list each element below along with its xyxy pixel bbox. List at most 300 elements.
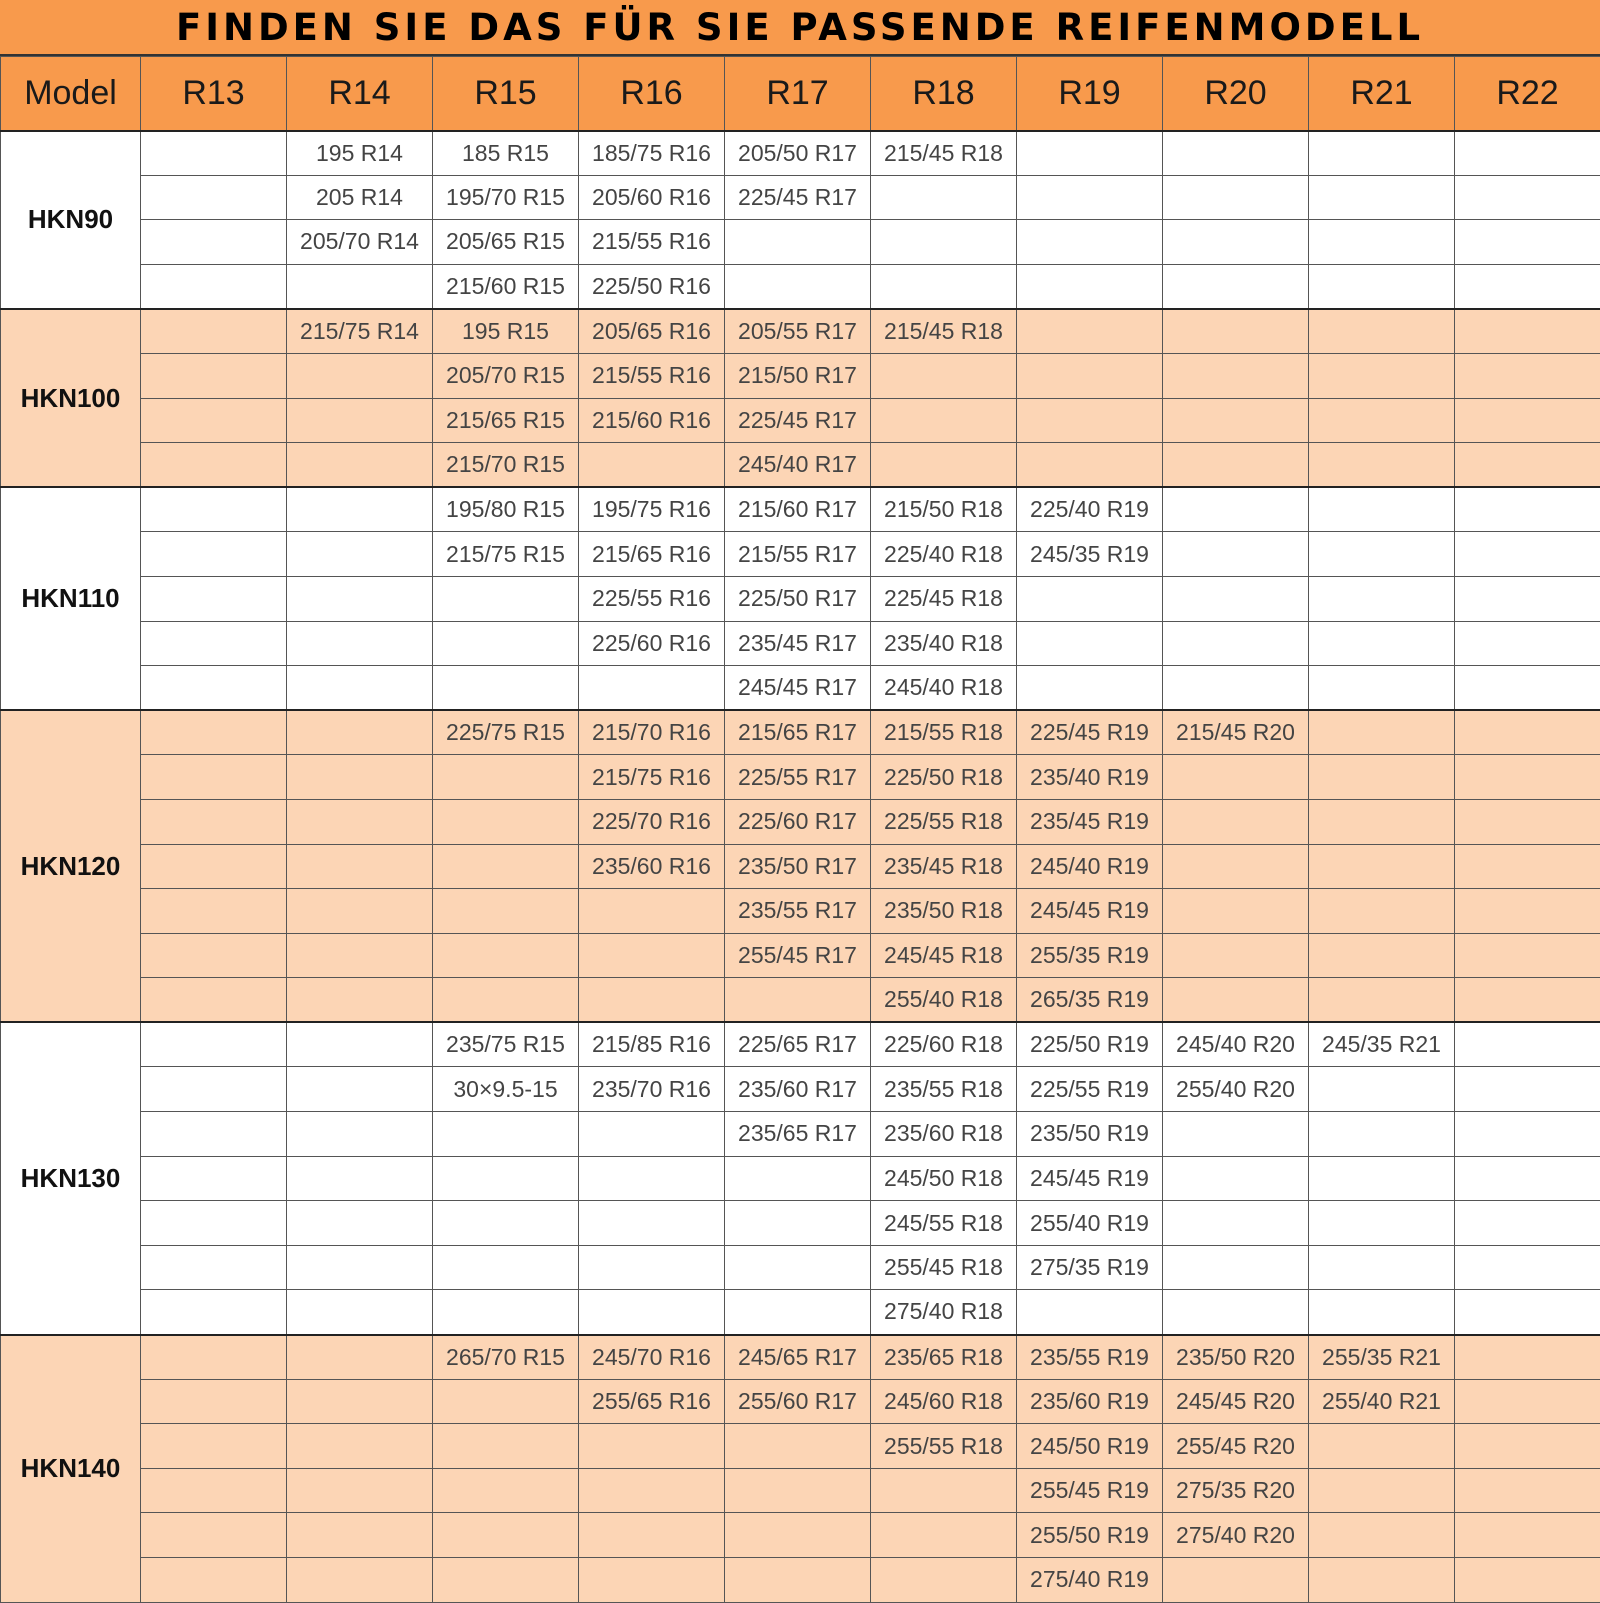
size-cell-r17: 245/45 R17	[725, 666, 871, 711]
size-cell-r22	[1455, 978, 1600, 1023]
size-cell-r21	[1309, 576, 1455, 621]
size-cell-r14	[287, 532, 433, 577]
size-cell-r19	[1017, 621, 1163, 666]
table-row	[1, 1513, 1600, 1558]
size-cell-r18: 235/50 R18	[871, 889, 1017, 934]
size-cell-r13	[141, 1201, 287, 1246]
size-cell-r19: 235/45 R19	[1017, 799, 1163, 844]
size-cell-r16	[579, 889, 725, 934]
size-cell-r14	[287, 1245, 433, 1290]
size-cell-r21: 245/35 R21	[1309, 1022, 1455, 1067]
size-cell-r16	[579, 978, 725, 1023]
size-cell-r19: 265/35 R19	[1017, 978, 1163, 1023]
size-cell-r15	[433, 799, 579, 844]
column-header-r21: R21	[1309, 57, 1455, 131]
size-cell-r18: 235/45 R18	[871, 844, 1017, 889]
size-cell-r20	[1163, 309, 1309, 354]
size-cell-r18	[871, 264, 1017, 309]
size-cell-r19	[1017, 220, 1163, 265]
size-cell-r13	[141, 353, 287, 398]
size-cell-r18: 225/60 R18	[871, 1022, 1017, 1067]
size-cell-r18: 245/50 R18	[871, 1156, 1017, 1201]
size-cell-r15	[433, 1558, 579, 1603]
size-cell-r17: 225/50 R17	[725, 576, 871, 621]
size-cell-r17	[725, 264, 871, 309]
size-cell-r13	[141, 799, 287, 844]
size-cell-r15	[433, 1201, 579, 1246]
size-cell-r18: 255/40 R18	[871, 978, 1017, 1023]
size-cell-r19: 235/40 R19	[1017, 755, 1163, 800]
size-cell-r17: 215/50 R17	[725, 353, 871, 398]
size-cell-r19: 275/35 R19	[1017, 1245, 1163, 1290]
size-cell-r22	[1455, 621, 1600, 666]
size-cell-r18	[871, 1513, 1017, 1558]
size-cell-r16	[579, 933, 725, 978]
size-cell-r13	[141, 398, 287, 443]
size-cell-r16: 215/55 R16	[579, 220, 725, 265]
size-cell-r14	[287, 353, 433, 398]
model-group-hkn110	[1, 487, 1600, 710]
size-cell-r20	[1163, 889, 1309, 934]
size-cell-r13	[141, 131, 287, 176]
column-header-r20: R20	[1163, 57, 1309, 131]
table-row	[1, 1424, 1600, 1469]
size-cell-r17	[725, 1558, 871, 1603]
size-cell-r17: 235/55 R17	[725, 889, 871, 934]
size-cell-r17: 235/60 R17	[725, 1067, 871, 1112]
size-cell-r17: 235/65 R17	[725, 1112, 871, 1157]
size-cell-r14	[287, 1112, 433, 1157]
size-cell-r13	[141, 1379, 287, 1424]
size-cell-r16: 195/75 R16	[579, 487, 725, 532]
size-cell-r19	[1017, 309, 1163, 354]
size-cell-r16	[579, 1112, 725, 1157]
size-cell-r15	[433, 576, 579, 621]
size-cell-r13	[141, 666, 287, 711]
size-cell-r14	[287, 755, 433, 800]
size-cell-r15	[433, 1112, 579, 1157]
size-cell-r20: 275/35 R20	[1163, 1468, 1309, 1513]
size-cell-r13	[141, 1468, 287, 1513]
size-cell-r14	[287, 666, 433, 711]
column-header-r17: R17	[725, 57, 871, 131]
size-cell-r21	[1309, 264, 1455, 309]
size-cell-r19: 235/55 R19	[1017, 1335, 1163, 1380]
size-cell-r16: 215/85 R16	[579, 1022, 725, 1067]
size-cell-r22	[1455, 532, 1600, 577]
table-row	[1, 398, 1600, 443]
model-name-cell: HKN90	[1, 131, 141, 309]
size-cell-r20: 255/45 R20	[1163, 1424, 1309, 1469]
table-row	[1, 532, 1600, 577]
size-cell-r21	[1309, 621, 1455, 666]
size-cell-r13	[141, 532, 287, 577]
table-row	[1, 1201, 1600, 1246]
table-row	[1, 1468, 1600, 1513]
size-cell-r15: 225/75 R15	[433, 710, 579, 755]
size-cell-r19: 245/45 R19	[1017, 889, 1163, 934]
size-cell-r14	[287, 1156, 433, 1201]
size-cell-r13	[141, 1067, 287, 1112]
size-cell-r15	[433, 1290, 579, 1335]
size-cell-r18	[871, 220, 1017, 265]
size-cell-r19: 225/55 R19	[1017, 1067, 1163, 1112]
size-cell-r17	[725, 1290, 871, 1335]
size-cell-r19	[1017, 353, 1163, 398]
size-cell-r13	[141, 1424, 287, 1469]
size-cell-r18: 235/65 R18	[871, 1335, 1017, 1380]
table-row	[1, 1290, 1600, 1335]
size-cell-r22	[1455, 1558, 1600, 1603]
column-header-r22: R22	[1455, 57, 1600, 131]
size-cell-r14	[287, 978, 433, 1023]
size-cell-r22	[1455, 889, 1600, 934]
size-cell-r22	[1455, 1022, 1600, 1067]
size-cell-r15: 215/60 R15	[433, 264, 579, 309]
size-cell-r14	[287, 710, 433, 755]
size-cell-r19: 255/50 R19	[1017, 1513, 1163, 1558]
table-row	[1, 175, 1600, 220]
size-cell-r16	[579, 666, 725, 711]
column-header-r18: R18	[871, 57, 1017, 131]
model-group-hkn100	[1, 309, 1600, 487]
size-cell-r13	[141, 1335, 287, 1380]
title-bar	[0, 0, 1600, 56]
size-cell-r21	[1309, 487, 1455, 532]
size-cell-r17: 235/50 R17	[725, 844, 871, 889]
size-cell-r20	[1163, 666, 1309, 711]
size-cell-r15: 195 R15	[433, 309, 579, 354]
size-cell-r20: 245/45 R20	[1163, 1379, 1309, 1424]
size-cell-r16: 215/70 R16	[579, 710, 725, 755]
size-cell-r22	[1455, 1379, 1600, 1424]
model-name-cell: HKN110	[1, 487, 141, 710]
table-row	[1, 1379, 1600, 1424]
size-cell-r13	[141, 978, 287, 1023]
size-cell-r13	[141, 933, 287, 978]
size-cell-r16	[579, 1245, 725, 1290]
size-cell-r15: 215/75 R15	[433, 532, 579, 577]
size-cell-r19: 255/40 R19	[1017, 1201, 1163, 1246]
size-cell-r14	[287, 264, 433, 309]
size-cell-r19: 235/60 R19	[1017, 1379, 1163, 1424]
size-cell-r15	[433, 889, 579, 934]
size-cell-r18: 245/40 R18	[871, 666, 1017, 711]
model-name-cell: HKN100	[1, 309, 141, 487]
model-name-cell: HKN140	[1, 1335, 141, 1603]
size-cell-r18: 215/50 R18	[871, 487, 1017, 532]
size-cell-r17	[725, 1201, 871, 1246]
size-cell-r14	[287, 1022, 433, 1067]
size-cell-r13	[141, 175, 287, 220]
size-cell-r21	[1309, 1513, 1455, 1558]
size-cell-r15: 30×9.5-15	[433, 1067, 579, 1112]
size-cell-r14	[287, 799, 433, 844]
size-cell-r16: 255/65 R16	[579, 1379, 725, 1424]
size-cell-r17: 255/45 R17	[725, 933, 871, 978]
size-cell-r17	[725, 978, 871, 1023]
size-cell-r19	[1017, 576, 1163, 621]
size-cell-r22	[1455, 443, 1600, 488]
column-header-r16: R16	[579, 57, 725, 131]
size-cell-r20	[1163, 487, 1309, 532]
table-row	[1, 131, 1600, 176]
size-cell-r21	[1309, 532, 1455, 577]
model-group-hkn140	[1, 1335, 1600, 1603]
size-cell-r14	[287, 443, 433, 488]
size-cell-r19: 225/50 R19	[1017, 1022, 1163, 1067]
size-cell-r16: 225/50 R16	[579, 264, 725, 309]
size-cell-r20	[1163, 443, 1309, 488]
size-cell-r22	[1455, 353, 1600, 398]
size-cell-r19: 225/45 R19	[1017, 710, 1163, 755]
size-cell-r14: 205/70 R14	[287, 220, 433, 265]
size-cell-r16: 235/60 R16	[579, 844, 725, 889]
size-cell-r19: 245/45 R19	[1017, 1156, 1163, 1201]
size-cell-r14: 215/75 R14	[287, 309, 433, 354]
size-cell-r13	[141, 1022, 287, 1067]
size-cell-r15	[433, 1156, 579, 1201]
size-cell-r16	[579, 1513, 725, 1558]
size-cell-r19	[1017, 264, 1163, 309]
size-cell-r15: 215/65 R15	[433, 398, 579, 443]
size-cell-r19	[1017, 175, 1163, 220]
size-cell-r22	[1455, 799, 1600, 844]
table-row	[1, 799, 1600, 844]
size-cell-r16: 215/65 R16	[579, 532, 725, 577]
table-row	[1, 755, 1600, 800]
size-cell-r19: 245/40 R19	[1017, 844, 1163, 889]
size-cell-r16	[579, 443, 725, 488]
size-cell-r13	[141, 576, 287, 621]
column-header-r14: R14	[287, 57, 433, 131]
size-cell-r22	[1455, 131, 1600, 176]
size-cell-r20	[1163, 220, 1309, 265]
size-cell-r18: 215/45 R18	[871, 131, 1017, 176]
size-cell-r14	[287, 889, 433, 934]
size-cell-r20	[1163, 933, 1309, 978]
size-cell-r21	[1309, 309, 1455, 354]
size-cell-r16: 215/75 R16	[579, 755, 725, 800]
size-cell-r15	[433, 933, 579, 978]
size-cell-r21	[1309, 1112, 1455, 1157]
size-cell-r18	[871, 175, 1017, 220]
size-cell-r20	[1163, 353, 1309, 398]
size-cell-r18: 245/55 R18	[871, 1201, 1017, 1246]
size-cell-r17	[725, 1245, 871, 1290]
size-cell-r20	[1163, 1290, 1309, 1335]
size-cell-r21	[1309, 131, 1455, 176]
size-cell-r16: 205/60 R16	[579, 175, 725, 220]
size-cell-r20	[1163, 532, 1309, 577]
size-cell-r20	[1163, 264, 1309, 309]
size-cell-r21	[1309, 220, 1455, 265]
size-cell-r15: 265/70 R15	[433, 1335, 579, 1380]
size-cell-r16: 245/70 R16	[579, 1335, 725, 1380]
size-cell-r15: 215/70 R15	[433, 443, 579, 488]
size-cell-r19: 245/50 R19	[1017, 1424, 1163, 1469]
size-cell-r17: 225/45 R17	[725, 175, 871, 220]
size-cell-r22	[1455, 309, 1600, 354]
size-cell-r13	[141, 487, 287, 532]
size-cell-r19: 275/40 R19	[1017, 1558, 1163, 1603]
size-cell-r19	[1017, 398, 1163, 443]
size-cell-r14	[287, 933, 433, 978]
table-row	[1, 264, 1600, 309]
table-row	[1, 220, 1600, 265]
size-cell-r21	[1309, 666, 1455, 711]
size-cell-r20	[1163, 621, 1309, 666]
size-cell-r18: 235/55 R18	[871, 1067, 1017, 1112]
size-cell-r21	[1309, 1290, 1455, 1335]
size-cell-r14	[287, 1558, 433, 1603]
table-row	[1, 353, 1600, 398]
size-cell-r13	[141, 710, 287, 755]
size-cell-r14	[287, 1468, 433, 1513]
size-cell-r19	[1017, 443, 1163, 488]
size-cell-r18: 255/45 R18	[871, 1245, 1017, 1290]
size-cell-r15	[433, 844, 579, 889]
size-cell-r15	[433, 1379, 579, 1424]
model-group-hkn130	[1, 1022, 1600, 1334]
size-cell-r18: 225/40 R18	[871, 532, 1017, 577]
size-cell-r22	[1455, 1468, 1600, 1513]
size-cell-r20	[1163, 1558, 1309, 1603]
size-cell-r22	[1455, 576, 1600, 621]
table-row	[1, 933, 1600, 978]
size-cell-r17: 245/65 R17	[725, 1335, 871, 1380]
size-cell-r13	[141, 309, 287, 354]
size-cell-r21	[1309, 978, 1455, 1023]
size-cell-r18: 255/55 R18	[871, 1424, 1017, 1469]
size-cell-r16: 215/60 R16	[579, 398, 725, 443]
size-cell-r21	[1309, 353, 1455, 398]
size-cell-r21	[1309, 1245, 1455, 1290]
size-cell-r20	[1163, 1201, 1309, 1246]
size-cell-r16	[579, 1290, 725, 1335]
size-cell-r15: 195/70 R15	[433, 175, 579, 220]
table-row	[1, 844, 1600, 889]
size-cell-r14: 205 R14	[287, 175, 433, 220]
size-cell-r20	[1163, 844, 1309, 889]
size-cell-r20: 255/40 R20	[1163, 1067, 1309, 1112]
size-cell-r13	[141, 1112, 287, 1157]
size-cell-r21: 255/40 R21	[1309, 1379, 1455, 1424]
size-cell-r17: 245/40 R17	[725, 443, 871, 488]
size-cell-r18: 275/40 R18	[871, 1290, 1017, 1335]
size-cell-r15	[433, 1513, 579, 1558]
table-row	[1, 487, 1600, 532]
size-cell-r20	[1163, 576, 1309, 621]
size-cell-r18: 215/55 R18	[871, 710, 1017, 755]
table-row	[1, 978, 1600, 1023]
size-cell-r17: 225/45 R17	[725, 398, 871, 443]
size-cell-r22	[1455, 264, 1600, 309]
size-cell-r22	[1455, 755, 1600, 800]
size-cell-r15	[433, 1468, 579, 1513]
size-cell-r20: 245/40 R20	[1163, 1022, 1309, 1067]
size-cell-r15	[433, 755, 579, 800]
size-cell-r13	[141, 755, 287, 800]
size-cell-r18: 235/60 R18	[871, 1112, 1017, 1157]
size-cell-r22	[1455, 1067, 1600, 1112]
size-cell-r15	[433, 978, 579, 1023]
size-cell-r15	[433, 1245, 579, 1290]
size-cell-r17	[725, 220, 871, 265]
size-cell-r14	[287, 1424, 433, 1469]
size-cell-r13	[141, 264, 287, 309]
size-cell-r18: 245/60 R18	[871, 1379, 1017, 1424]
table-row	[1, 1112, 1600, 1157]
table-row	[1, 1335, 1600, 1380]
page-title: FINDEN SIE DAS FÜR SIE PASSENDE REIFENMODELL	[176, 6, 1424, 49]
size-cell-r16: 225/60 R16	[579, 621, 725, 666]
size-cell-r22	[1455, 1112, 1600, 1157]
size-cell-r16: 205/65 R16	[579, 309, 725, 354]
size-cell-r22	[1455, 1513, 1600, 1558]
size-cell-r21	[1309, 1201, 1455, 1246]
size-cell-r21	[1309, 1468, 1455, 1513]
size-cell-r21	[1309, 398, 1455, 443]
size-cell-r18: 225/55 R18	[871, 799, 1017, 844]
table-row	[1, 309, 1600, 354]
size-cell-r21	[1309, 933, 1455, 978]
size-cell-r17	[725, 1424, 871, 1469]
size-cell-r22	[1455, 175, 1600, 220]
model-name-cell: HKN120	[1, 710, 141, 1022]
size-cell-r20	[1163, 131, 1309, 176]
size-cell-r22	[1455, 1245, 1600, 1290]
size-cell-r21	[1309, 443, 1455, 488]
table-row	[1, 443, 1600, 488]
size-cell-r18: 245/45 R18	[871, 933, 1017, 978]
size-cell-r17	[725, 1468, 871, 1513]
tire-size-table	[0, 56, 1600, 1603]
size-cell-r18: 235/40 R18	[871, 621, 1017, 666]
size-cell-r17: 225/60 R17	[725, 799, 871, 844]
size-cell-r20	[1163, 978, 1309, 1023]
size-cell-r21	[1309, 175, 1455, 220]
size-cell-r16: 225/55 R16	[579, 576, 725, 621]
size-cell-r13	[141, 621, 287, 666]
size-cell-r21	[1309, 1558, 1455, 1603]
size-cell-r20: 275/40 R20	[1163, 1513, 1309, 1558]
size-cell-r14	[287, 1513, 433, 1558]
model-name-cell: HKN130	[1, 1022, 141, 1334]
size-cell-r17: 205/50 R17	[725, 131, 871, 176]
size-cell-r17: 255/60 R17	[725, 1379, 871, 1424]
size-cell-r20	[1163, 755, 1309, 800]
size-cell-r22	[1455, 1424, 1600, 1469]
size-cell-r14	[287, 1290, 433, 1335]
size-cell-r13	[141, 844, 287, 889]
size-cell-r17: 205/55 R17	[725, 309, 871, 354]
size-cell-r15: 205/65 R15	[433, 220, 579, 265]
size-cell-r22	[1455, 487, 1600, 532]
size-cell-r15	[433, 1424, 579, 1469]
size-cell-r13	[141, 1156, 287, 1201]
column-header-r13: R13	[141, 57, 287, 131]
table-row	[1, 666, 1600, 711]
table-row	[1, 1022, 1600, 1067]
size-cell-r20	[1163, 1156, 1309, 1201]
table-row	[1, 1245, 1600, 1290]
table-row	[1, 621, 1600, 666]
size-cell-r16: 185/75 R16	[579, 131, 725, 176]
size-cell-r21	[1309, 1424, 1455, 1469]
size-cell-r17: 225/65 R17	[725, 1022, 871, 1067]
size-cell-r14	[287, 1067, 433, 1112]
